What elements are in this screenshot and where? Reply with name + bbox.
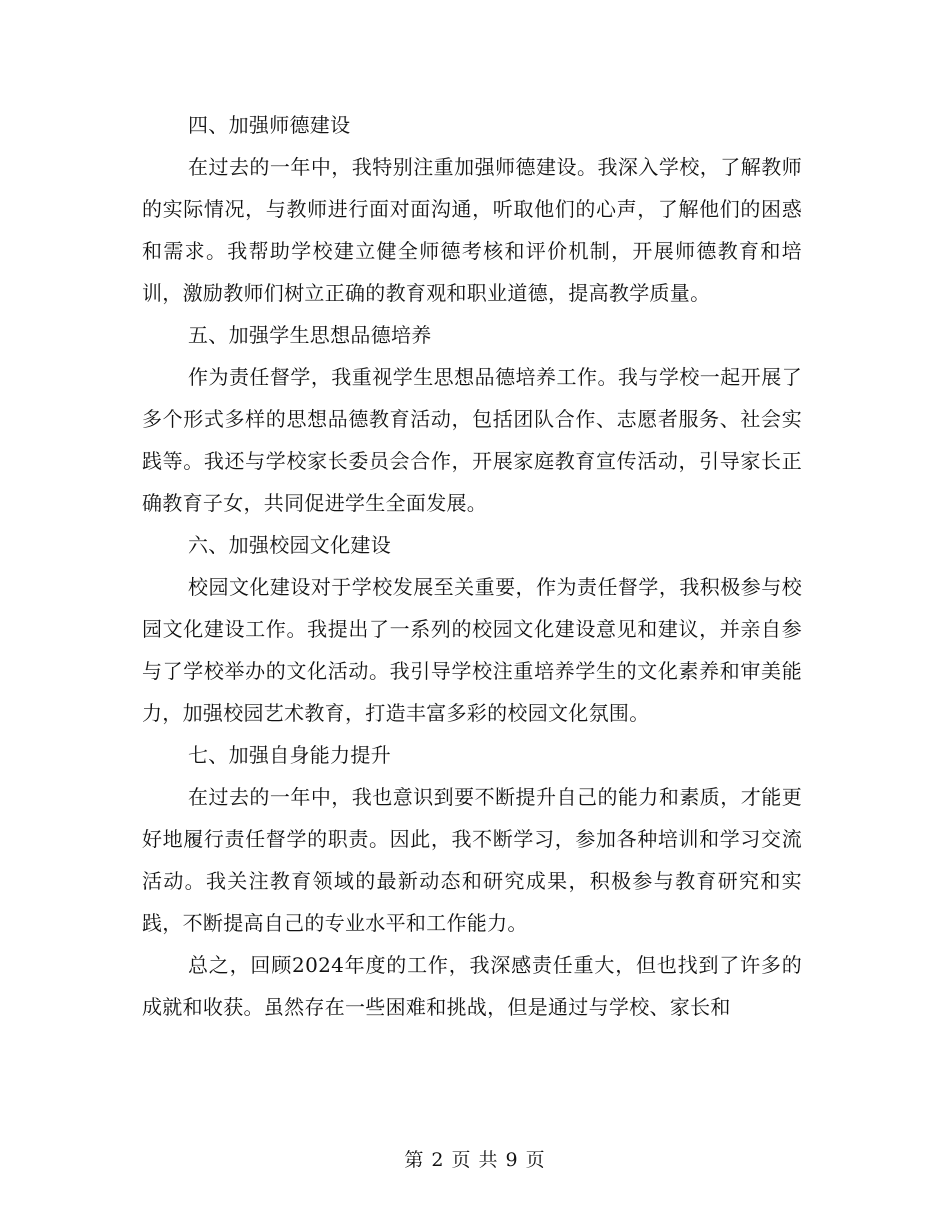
section-paragraph-6: 校园文化建设对于学校发展至关重要，作为责任督学，我积极参与校园文化建设工作。我提出了一系列的校园文化建设意见和建议，并亲自参与了学校举办的文化活动。我引导学校注重培养学生的文化素养和审美能力，加强校园艺术教育，打造丰富多彩的校园文化氛围。 [142,575,802,725]
section-paragraph-4: 在过去的一年中，我特别注重加强师德建设。我深入学校，了解教师的实际情况，与教师进行面对面沟通，听取他们的心声，了解他们的困惑和需求。我帮助学校建立健全师德考核和评价机制，开展师德教育和培训，激励教师们树立正确的教育观和职业道德，提高教学质量。 [142,155,802,305]
section-heading-7: 七、加强自身能力提升 [188,743,391,767]
section-heading-4: 四、加强师德建设 [188,113,351,137]
section-paragraph-7: 在过去的一年中，我也意识到要不断提升自己的能力和素质，才能更好地履行责任督学的职责。因此，我不断学习，参加各种培训和学习交流活动。我关注教育领域的最新动态和研究成果，积极参与教育研究和实践，不断提高自己的专业水平和工作能力。 [142,785,802,935]
section-heading-6: 六、加强校园文化建设 [188,533,391,557]
closing-paragraph: 总之，回顾2024年度的工作，我深感责任重大，但也找到了许多的成就和收获。虽然存在一些困难和挑战，但是通过与学校、家长和 [142,953,802,1019]
section-paragraph-5: 作为责任督学，我重视学生思想品德培养工作。我与学校一起开展了多个形式多样的思想品德教育活动，包括团队合作、志愿者服务、社会实践等。我还与学校家长委员会合作，开展家庭教育宣传活动，引导家长正确教育子女，共同促进学生全面发展。 [142,365,802,515]
page-number-footer: 第 2 页 共 9 页 [404,1149,546,1171]
section-heading-5: 五、加强学生思想品德培养 [188,323,432,347]
document-body [142,104,802,1028]
